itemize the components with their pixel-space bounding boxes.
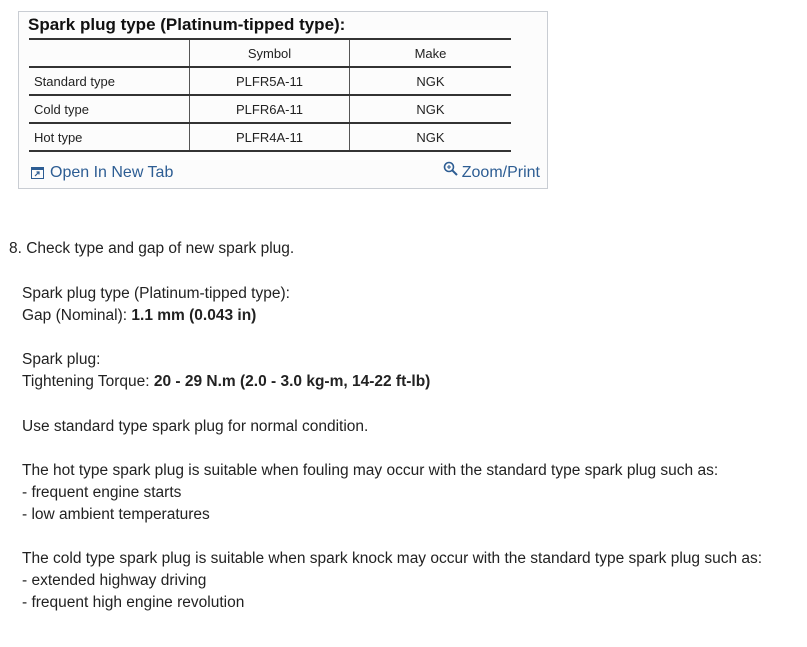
- hot-type-note: The hot type spark plug is suitable when fouling may occur with the standard type spark plug such as:: [22, 462, 719, 479]
- table-title: Spark plug type (Platinum-tipped type):: [28, 15, 346, 34]
- list-item: - low ambient temperatures: [22, 506, 210, 523]
- new-tab-icon: [31, 167, 44, 179]
- spark-plug-table: [29, 38, 511, 152]
- table-cell-type: Cold type: [29, 95, 190, 123]
- zoom-print-label: Zoom/Print: [461, 164, 540, 181]
- table-cell-make: NGK: [350, 123, 512, 151]
- open-in-new-tab-link[interactable]: [31, 164, 173, 182]
- table-header-symbol: Symbol: [190, 39, 350, 67]
- gap-value: 1.1 mm (0.043 in): [131, 307, 257, 324]
- zoom-print-link[interactable]: [443, 164, 540, 182]
- gap-heading: Spark plug type (Platinum-tipped type):: [22, 285, 290, 302]
- table-cell-type: Standard type: [29, 67, 190, 95]
- table-cell-symbol: PLFR4A-11: [190, 123, 350, 151]
- list-item: - frequent engine starts: [22, 484, 182, 501]
- open-in-new-tab-label: Open In New Tab: [50, 164, 174, 181]
- table-header-make: Make: [350, 39, 512, 67]
- table-cell-make: NGK: [350, 95, 512, 123]
- torque-value: 20 - 29 N.m (2.0 - 3.0 kg-m, 14-22 ft-lb): [153, 373, 431, 390]
- list-item: - extended highway driving: [22, 572, 207, 589]
- table-row: [29, 95, 511, 123]
- table-row: [29, 67, 511, 95]
- gap-spec: [22, 307, 256, 325]
- table-row: [29, 123, 511, 151]
- table-cell-symbol: PLFR5A-11: [190, 67, 350, 95]
- table-cell-symbol: PLFR6A-11: [190, 95, 350, 123]
- magnifier-icon: [443, 161, 459, 177]
- cold-type-note: The cold type spark plug is suitable when spark knock may occur with the standard type spark plug such as:: [22, 550, 763, 567]
- table-header-blank: [29, 39, 190, 67]
- gap-label: Gap (Nominal):: [22, 307, 132, 324]
- table-cell-make: NGK: [350, 67, 512, 95]
- normal-condition-note: Use standard type spark plug for normal condition.: [22, 418, 369, 435]
- step-heading: 8. Check type and gap of new spark plug.: [9, 240, 295, 257]
- list-item: - frequent high engine revolution: [22, 594, 245, 611]
- spec-table-figure: [18, 11, 548, 189]
- table-cell-type: Hot type: [29, 123, 190, 151]
- torque-heading: Spark plug:: [22, 351, 101, 368]
- torque-spec: [22, 373, 430, 391]
- torque-label: Tightening Torque:: [22, 373, 154, 390]
- table-header-row: [29, 39, 511, 67]
